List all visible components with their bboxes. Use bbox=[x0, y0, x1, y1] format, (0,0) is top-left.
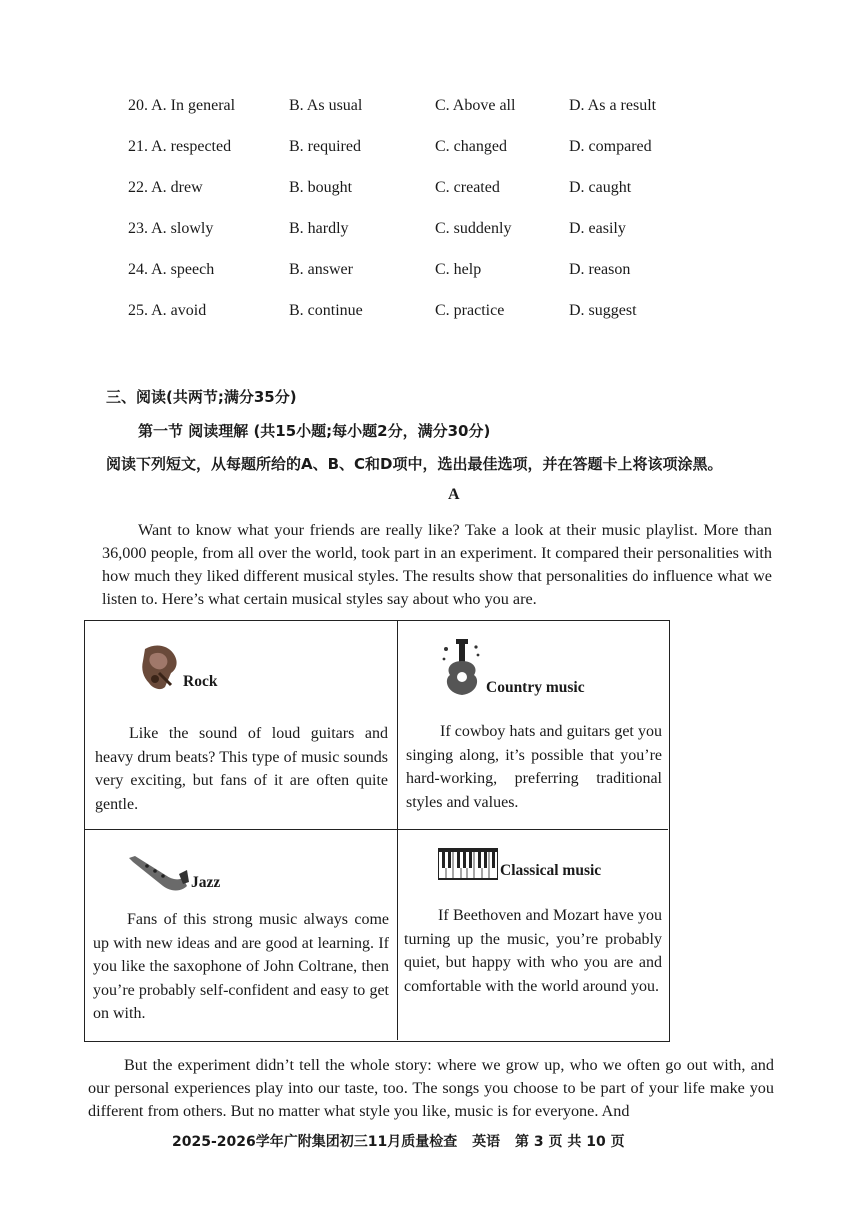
passage-intro: Want to know what your friends are really like? Take a look at their music playlist. More than 36,000 people, from all over the world, took part in an experiment. It compared their personalities with how much they liked different musical styles. The results show that personalities do influence what we listen to. Here’s what certain musical styles say about who you are. bbox=[102, 521, 772, 608]
section-title: 三、阅读(共两节;满分35分) bbox=[106, 388, 297, 406]
jazz-cell bbox=[85, 830, 398, 1040]
option-d: D. reason bbox=[569, 261, 631, 278]
jazz-heading bbox=[127, 852, 220, 892]
option-c: C. suddenly bbox=[435, 220, 512, 237]
rock-cell bbox=[85, 621, 398, 830]
choice-row: 25. A. avoid B. continue C. practice D. suggest bbox=[128, 302, 637, 319]
option-a: A. drew bbox=[151, 179, 203, 196]
option-a: A. slowly bbox=[151, 220, 214, 237]
classical-title: Classical music bbox=[500, 862, 602, 879]
piano-keys-icon bbox=[438, 848, 498, 880]
subject-label: 英语 bbox=[472, 1134, 501, 1150]
option-a: A. In general bbox=[151, 97, 236, 114]
country-heading bbox=[440, 639, 585, 697]
choice-row: 21. A. respected B. required C. changed D. compared bbox=[128, 138, 652, 155]
rock-icon bbox=[137, 643, 181, 691]
country-cell bbox=[398, 621, 668, 830]
option-b: B. As usual bbox=[289, 97, 363, 114]
country-description: If cowboy hats and guitars get you singing along, it’s possible that you’re hard-working, preferring traditional styles and values. bbox=[406, 723, 662, 811]
jazz-title: Jazz bbox=[191, 874, 221, 891]
option-b: B. required bbox=[289, 138, 361, 155]
saxophone-icon bbox=[127, 852, 189, 892]
option-c: C. Above all bbox=[435, 97, 516, 114]
answer-choices bbox=[128, 97, 688, 343]
exam-title: 2025-2026学年广附集团初三11月质量检查 bbox=[172, 1134, 458, 1150]
jazz-description: Fans of this strong music always come up with new ideas and are good at learning. If you like the saxophone of John Coltrane, then you’re probably self-confident and easy to get on with. bbox=[93, 911, 389, 1022]
music-styles-table bbox=[84, 620, 670, 1042]
page-footer bbox=[172, 1131, 635, 1151]
rock-title: Rock bbox=[183, 673, 218, 690]
rock-description: Like the sound of loud guitars and heavy drum beats? This type of music sounds very exciting, but fans of it are often quite gentle. bbox=[95, 725, 388, 813]
page-number: 第 3 页 共 10 页 bbox=[514, 1134, 625, 1150]
option-d: D. compared bbox=[569, 138, 652, 155]
passage-label: A bbox=[448, 486, 460, 503]
option-d: D. As a result bbox=[569, 97, 657, 114]
option-b: B. continue bbox=[289, 302, 363, 319]
rock-heading bbox=[137, 643, 217, 691]
option-c: C. created bbox=[435, 179, 500, 196]
option-d: D. easily bbox=[569, 220, 626, 237]
choice-row: 22. A. drew B. bought C. created D. caught bbox=[128, 179, 632, 196]
subsection-title: 第一节 阅读理解 (共15小题;每小题2分，满分30分) bbox=[138, 422, 491, 440]
guitar-icon bbox=[440, 639, 484, 697]
choice-row: 24. A. speech B. answer C. help D. reason bbox=[128, 261, 631, 278]
option-a: A. respected bbox=[151, 138, 232, 155]
option-d: D. caught bbox=[569, 179, 632, 196]
passage-closing: But the experiment didn’t tell the whole story: where we grow up, who we often go out with, and our personal experiences play into our taste, too. The songs you choose to be part of your life make you different from others. But no matter what style you like, music is for everyone. And bbox=[88, 1056, 774, 1120]
option-a: A. speech bbox=[151, 261, 215, 278]
country-title: Country music bbox=[486, 679, 585, 696]
option-a: A. avoid bbox=[151, 302, 207, 319]
option-b: B. answer bbox=[289, 261, 353, 278]
option-c: C. help bbox=[435, 261, 482, 278]
option-b: B. hardly bbox=[289, 220, 349, 237]
option-d: D. suggest bbox=[569, 302, 637, 319]
choice-row: 20. A. In general B. As usual C. Above all D. As a result bbox=[128, 97, 657, 114]
classical-heading bbox=[438, 848, 601, 880]
option-c: C. changed bbox=[435, 138, 507, 155]
instructions: 阅读下列短文，从每题所给的A、B、C和D项中，选出最佳选项，并在答题卡上将该项涂黑。 bbox=[106, 455, 723, 473]
choice-row: 23. A. slowly B. hardly C. suddenly D. easily bbox=[128, 220, 626, 237]
option-b: B. bought bbox=[289, 179, 353, 196]
classical-description: If Beethoven and Mozart have you turning up the music, you’re probably quiet, but happy with who you are and comfortable with the world around you. bbox=[404, 907, 662, 995]
option-c: C. practice bbox=[435, 302, 505, 319]
classical-cell bbox=[398, 830, 668, 1040]
